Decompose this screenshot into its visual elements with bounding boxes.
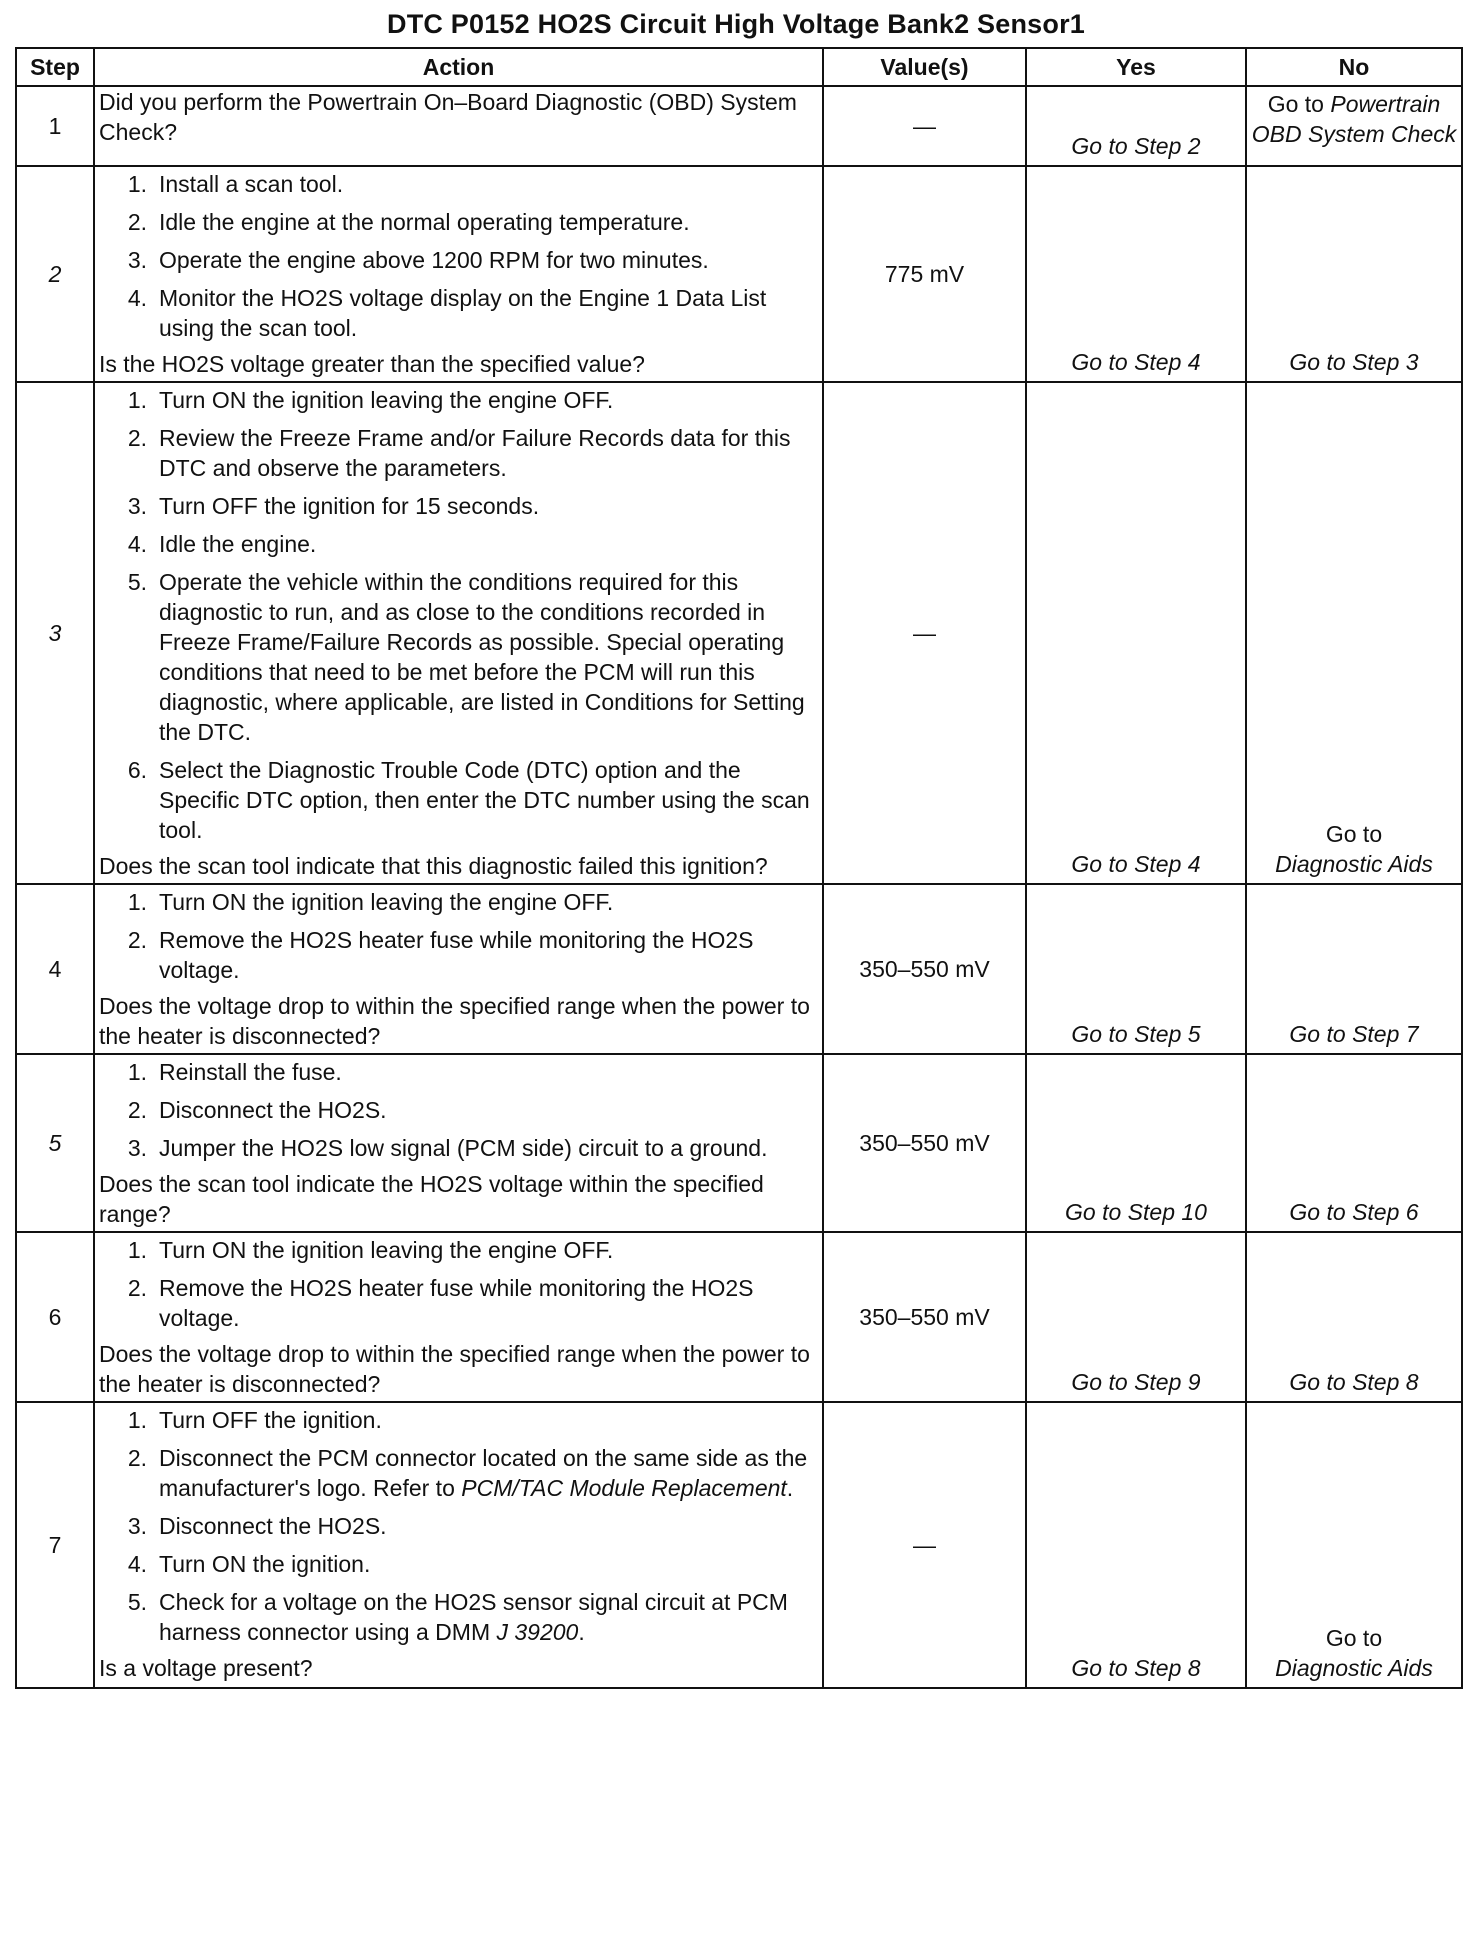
action-cell: [94, 1402, 823, 1688]
step-number: 6: [16, 1232, 94, 1402]
action-list: [99, 1235, 816, 1333]
yes-cell: Go to Step 5: [1026, 884, 1246, 1054]
action-item: [99, 925, 816, 985]
action-list: [99, 887, 816, 985]
action-item: [99, 529, 816, 559]
table-row: [16, 884, 1462, 1054]
action-item: [99, 1095, 816, 1125]
action-item: [99, 1235, 816, 1265]
action-item-text: Disconnect the PCM connector located on the same side as the manufacturer's logo. Refer to PCM/TAC Module Replacement.: [159, 1445, 808, 1501]
action-cell: [94, 884, 823, 1054]
yes-cell: Go to Step 9: [1026, 1232, 1246, 1402]
header-action: Action: [94, 48, 823, 86]
action-item: [99, 887, 816, 917]
no-prefix: Go to: [1325, 821, 1383, 847]
action-item-text: Install a scan tool.: [159, 171, 344, 197]
action-item: [99, 755, 816, 845]
action-item-text: Idle the engine.: [159, 531, 317, 557]
action-item-text: Remove the HO2S heater fuse while monitoring the HO2S voltage.: [159, 927, 754, 983]
action-item-text: Remove the HO2S heater fuse while monitoring the HO2S voltage.: [159, 1275, 754, 1331]
table-row: [16, 1054, 1462, 1232]
action-item: [99, 1549, 816, 1579]
action-item-text: Turn ON the ignition.: [159, 1551, 371, 1577]
action-item: [99, 207, 816, 237]
action-item-text: Select the Diagnostic Trouble Code (DTC) option and the Specific DTC option, then enter the DTC number using the scan tool.: [159, 757, 810, 843]
step-number: 5: [16, 1054, 94, 1232]
step-number: 1: [16, 86, 94, 166]
step-number: 3: [16, 382, 94, 884]
action-list: [99, 385, 816, 845]
table-row: [16, 86, 1462, 166]
no-cell: Go to Step 7: [1246, 884, 1462, 1054]
action-item-number: 1.: [127, 1407, 147, 1433]
action-item-text: Check for a voltage on the HO2S sensor signal circuit at PCM harness connector using a DMM J 39200.: [159, 1589, 788, 1645]
action-item-number: 2.: [127, 1445, 147, 1471]
action-item-number: 1.: [127, 889, 147, 915]
action-cell: [94, 86, 823, 166]
action-question: Does the scan tool indicate the HO2S voltage within the specified range?: [99, 1171, 764, 1227]
step-number: 7: [16, 1402, 94, 1688]
action-item: [99, 385, 816, 415]
reference-text: PCM/TAC Module Replacement: [461, 1475, 787, 1501]
header-values: Value(s): [823, 48, 1026, 86]
action-question: Is the HO2S voltage greater than the specified value?: [99, 351, 645, 377]
action-cell: [94, 1232, 823, 1402]
action-item-number: 5.: [127, 569, 147, 595]
action-item-number: 3.: [127, 493, 147, 519]
no-cell: [1246, 86, 1462, 166]
action-question: Did you perform the Powertrain On–Board Diagnostic (OBD) System Check?: [99, 89, 797, 145]
action-item-number: 4.: [127, 531, 147, 557]
no-cell: [1246, 382, 1462, 884]
action-question: Does the voltage drop to within the specified range when the power to the heater is disconnected?: [99, 993, 810, 1049]
action-item: [99, 423, 816, 483]
action-item-text: Turn OFF the ignition for 15 seconds.: [159, 493, 540, 519]
action-item-number: 2.: [127, 425, 147, 451]
action-item-text: Monitor the HO2S voltage display on the Engine 1 Data List using the scan tool.: [159, 285, 767, 341]
action-item: [99, 1511, 816, 1541]
value-cell: —: [823, 86, 1026, 166]
action-item-number: 1.: [127, 1059, 147, 1085]
value-cell: 775 mV: [823, 166, 1026, 382]
yes-cell: Go to Step 10: [1026, 1054, 1246, 1232]
action-item-number: 6.: [127, 757, 147, 783]
value-cell: 350–550 mV: [823, 1054, 1026, 1232]
action-item: [99, 283, 816, 343]
table-row: [16, 1232, 1462, 1402]
yes-cell: Go to Step 2: [1026, 86, 1246, 166]
action-item-number: 2.: [127, 1097, 147, 1123]
action-cell: [94, 1054, 823, 1232]
action-item-text: Reinstall the fuse.: [159, 1059, 342, 1085]
action-item: [99, 567, 816, 747]
table-header-row: [16, 48, 1462, 86]
action-item-number: 1.: [127, 1237, 147, 1263]
table-row: [16, 1402, 1462, 1688]
action-cell: [94, 166, 823, 382]
action-item-text: Operate the vehicle within the conditions required for this diagnostic to run, and as close to the conditions recorded in Freeze Frame/Failure Records as possible. Special operating conditions that need to be met before the PCM will run this diagnostic, where applicable, are listed in Conditions for Setting the DTC.: [159, 569, 805, 745]
action-list: [99, 1057, 816, 1163]
value-cell: 350–550 mV: [823, 884, 1026, 1054]
action-item-text: Turn ON the ignition leaving the engine OFF.: [159, 1237, 614, 1263]
action-item: [99, 1587, 816, 1647]
header-yes: Yes: [1026, 48, 1246, 86]
yes-cell: Go to Step 8: [1026, 1402, 1246, 1688]
action-item-text: Operate the engine above 1200 RPM for two minutes.: [159, 247, 709, 273]
action-item: [99, 1443, 816, 1503]
action-item: [99, 1405, 816, 1435]
value-cell: —: [823, 1402, 1026, 1688]
action-item-text: Turn ON the ignition leaving the engine OFF.: [159, 889, 614, 915]
action-item-number: 3.: [127, 1513, 147, 1539]
reference-text: J 39200: [496, 1619, 579, 1645]
yes-cell: Go to Step 4: [1026, 166, 1246, 382]
header-no: No: [1246, 48, 1462, 86]
action-question: Does the voltage drop to within the specified range when the power to the heater is disconnected?: [99, 1341, 810, 1397]
action-item-text: Turn ON the ignition leaving the engine OFF.: [159, 387, 614, 413]
step-number: 2: [16, 166, 94, 382]
action-item-text: Idle the engine at the normal operating temperature.: [159, 209, 690, 235]
action-item-text: Disconnect the HO2S.: [159, 1097, 387, 1123]
action-item: [99, 169, 816, 199]
action-item-text: Review the Freeze Frame and/or Failure Records data for this DTC and observe the parameters.: [159, 425, 791, 481]
no-reference: Diagnostic Aids: [1275, 851, 1433, 877]
action-item: [99, 1133, 816, 1163]
table-row: [16, 166, 1462, 382]
action-item: [99, 1273, 816, 1333]
no-reference: Diagnostic Aids: [1275, 1655, 1433, 1681]
yes-cell: Go to Step 4: [1026, 382, 1246, 884]
page-title: DTC P0152 HO2S Circuit High Voltage Bank2 Sensor1: [387, 9, 1085, 39]
action-list: [99, 1405, 816, 1647]
action-item-text: Disconnect the HO2S.: [159, 1513, 387, 1539]
action-item-number: 1.: [127, 171, 147, 197]
action-item: [99, 245, 816, 275]
action-item-number: 1.: [127, 387, 147, 413]
table-row: [16, 382, 1462, 884]
no-prefix: Go to: [1325, 1625, 1383, 1651]
value-cell: —: [823, 382, 1026, 884]
no-cell: Go to Step 6: [1246, 1054, 1462, 1232]
diagnostic-table: [15, 47, 1463, 1689]
action-item: [99, 1057, 816, 1087]
step-number: 4: [16, 884, 94, 1054]
action-item-text: Turn OFF the ignition.: [159, 1407, 382, 1433]
header-step: Step: [16, 48, 94, 86]
action-cell: [94, 382, 823, 884]
no-prefix: Go to: [1267, 91, 1331, 117]
no-cell: Go to Step 3: [1246, 166, 1462, 382]
action-question: Is a voltage present?: [99, 1655, 313, 1681]
action-item-number: 2.: [127, 1275, 147, 1301]
action-item-number: 3.: [127, 247, 147, 273]
action-list: [99, 169, 816, 343]
action-item-number: 4.: [127, 1551, 147, 1577]
action-question: Does the scan tool indicate that this diagnostic failed this ignition?: [99, 853, 768, 879]
action-item-number: 2.: [127, 209, 147, 235]
no-cell: [1246, 1402, 1462, 1688]
no-cell: Go to Step 8: [1246, 1232, 1462, 1402]
action-item-number: 4.: [127, 285, 147, 311]
action-item-number: 2.: [127, 927, 147, 953]
action-item-number: 3.: [127, 1135, 147, 1161]
action-item-text: Jumper the HO2S low signal (PCM side) circuit to a ground.: [159, 1135, 768, 1161]
no-reference: Powertrain OBD System Check: [1251, 91, 1457, 147]
action-item-number: 5.: [127, 1589, 147, 1615]
action-item: [99, 491, 816, 521]
value-cell: 350–550 mV: [823, 1232, 1026, 1402]
